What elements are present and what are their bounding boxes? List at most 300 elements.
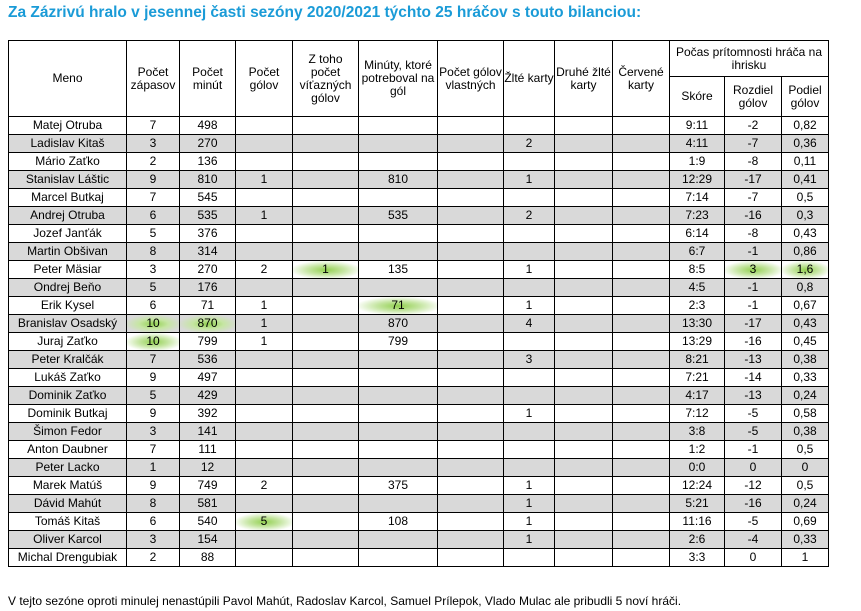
cell-score: 4:5 (670, 279, 725, 297)
cell-goal-diff: 0 (725, 549, 782, 567)
cell-goal-share: 0,24 (782, 387, 829, 405)
cell-minutes-per-goal: 810 (359, 171, 438, 189)
table-row (9, 279, 829, 297)
cell-name: Ondrej Beňo (9, 279, 127, 297)
cell-name: Dominik Butkaj (9, 405, 127, 423)
cell-minutes: 141 (180, 423, 236, 441)
cell-goal-diff: -1 (725, 243, 782, 261)
cell-minutes: 535 (180, 207, 236, 225)
cell-own-goals (438, 405, 504, 423)
cell-matches: 7 (127, 351, 180, 369)
header-goal-diff: Rozdiel gólov (725, 77, 782, 117)
cell-second-yellow (555, 315, 613, 333)
cell-name: Jozef Janťák (9, 225, 127, 243)
cell-own-goals (438, 369, 504, 387)
cell-second-yellow (555, 513, 613, 531)
cell-goal-diff: -16 (725, 495, 782, 513)
cell-red (613, 153, 670, 171)
cell-second-yellow (555, 495, 613, 513)
cell-score: 6:14 (670, 225, 725, 243)
cell-own-goals (438, 315, 504, 333)
cell-yellow (504, 387, 555, 405)
cell-name: Šimon Fedor (9, 423, 127, 441)
cell-minutes: 429 (180, 387, 236, 405)
cell-name: Marcel Butkaj (9, 189, 127, 207)
cell-goal-diff: -4 (725, 531, 782, 549)
cell-goal-diff: -8 (725, 153, 782, 171)
cell-goal-diff: -17 (725, 315, 782, 333)
cell-goals (236, 369, 293, 387)
cell-second-yellow (555, 351, 613, 369)
table-row (9, 315, 829, 333)
table-row (9, 459, 829, 477)
cell-own-goals (438, 279, 504, 297)
cell-name: Stanislav Láštic (9, 171, 127, 189)
cell-matches: 9 (127, 405, 180, 423)
cell-matches: 8 (127, 243, 180, 261)
cell-matches: 7 (127, 441, 180, 459)
table-row (9, 117, 829, 135)
page-title: Za Zázrivú hralo v jesennej časti sezóny 2020/2021 týchto 25 hráčov s touto bilanciou: (8, 4, 642, 21)
cell-yellow (504, 441, 555, 459)
cell-goals: 2 (236, 477, 293, 495)
cell-minutes-per-goal: 108 (359, 513, 438, 531)
cell-score: 13:29 (670, 333, 725, 351)
cell-goal-share: 0,41 (782, 171, 829, 189)
cell-name: Dávid Mahút (9, 495, 127, 513)
cell-minutes: 111 (180, 441, 236, 459)
cell-name: Ladislav Kitaš (9, 135, 127, 153)
cell-minutes-per-goal (359, 243, 438, 261)
cell-goals (236, 459, 293, 477)
cell-second-yellow (555, 369, 613, 387)
cell-second-yellow (555, 387, 613, 405)
table-row (9, 513, 829, 531)
cell-matches: 8 (127, 495, 180, 513)
cell-goals (236, 387, 293, 405)
cell-yellow (504, 189, 555, 207)
cell-goal-share: 0,38 (782, 351, 829, 369)
cell-goal-share: 0,36 (782, 135, 829, 153)
cell-goals (236, 189, 293, 207)
table-row (9, 477, 829, 495)
cell-winning-goals (293, 405, 359, 423)
cell-minutes-per-goal (359, 117, 438, 135)
cell-minutes: 270 (180, 261, 236, 279)
cell-second-yellow (555, 261, 613, 279)
table-row (9, 171, 829, 189)
header-own-goals: Počet gólov vlastných (438, 41, 504, 117)
cell-goal-diff: -5 (725, 423, 782, 441)
cell-red (613, 441, 670, 459)
cell-second-yellow (555, 153, 613, 171)
cell-yellow: 2 (504, 135, 555, 153)
cell-name: Anton Daubner (9, 441, 127, 459)
cell-winning-goals (293, 315, 359, 333)
cell-goal-share: 0,33 (782, 369, 829, 387)
cell-own-goals (438, 513, 504, 531)
cell-goals: 1 (236, 333, 293, 351)
table-row (9, 351, 829, 369)
cell-second-yellow (555, 423, 613, 441)
cell-goal-diff: 0 (725, 459, 782, 477)
cell-second-yellow (555, 531, 613, 549)
cell-winning-goals (293, 531, 359, 549)
header-name: Meno (9, 41, 127, 117)
cell-minutes: 314 (180, 243, 236, 261)
cell-red (613, 333, 670, 351)
cell-score: 7:12 (670, 405, 725, 423)
cell-minutes: 870 (180, 315, 236, 333)
cell-own-goals (438, 531, 504, 549)
cell-matches: 7 (127, 117, 180, 135)
cell-goal-share: 0,5 (782, 477, 829, 495)
cell-red (613, 117, 670, 135)
cell-minutes: 810 (180, 171, 236, 189)
cell-minutes-per-goal (359, 153, 438, 171)
cell-winning-goals (293, 189, 359, 207)
table-body (9, 117, 829, 567)
cell-minutes-per-goal (359, 459, 438, 477)
cell-second-yellow (555, 117, 613, 135)
header-minutes-per-goal: Minúty, ktoré potreboval na gól (359, 41, 438, 117)
cell-red (613, 549, 670, 567)
header-score: Skóre (670, 77, 725, 117)
cell-winning-goals (293, 369, 359, 387)
cell-winning-goals (293, 495, 359, 513)
cell-red (613, 207, 670, 225)
cell-score: 2:3 (670, 297, 725, 315)
cell-winning-goals (293, 459, 359, 477)
cell-goal-diff: -13 (725, 351, 782, 369)
cell-yellow: 1 (504, 513, 555, 531)
cell-goals (236, 153, 293, 171)
cell-minutes-per-goal (359, 351, 438, 369)
cell-minutes-per-goal (359, 441, 438, 459)
cell-red (613, 315, 670, 333)
cell-name: Matej Otruba (9, 117, 127, 135)
cell-second-yellow (555, 333, 613, 351)
table-row (9, 243, 829, 261)
cell-goal-share: 0,86 (782, 243, 829, 261)
cell-second-yellow (555, 135, 613, 153)
cell-minutes: 498 (180, 117, 236, 135)
cell-red (613, 513, 670, 531)
cell-red (613, 261, 670, 279)
cell-matches: 6 (127, 513, 180, 531)
cell-score: 0:0 (670, 459, 725, 477)
cell-minutes-per-goal: 535 (359, 207, 438, 225)
cell-score: 1:9 (670, 153, 725, 171)
cell-goal-diff: -17 (725, 171, 782, 189)
cell-own-goals (438, 207, 504, 225)
cell-own-goals (438, 117, 504, 135)
cell-yellow: 4 (504, 315, 555, 333)
cell-score: 3:8 (670, 423, 725, 441)
table-row (9, 153, 829, 171)
cell-matches: 9 (127, 171, 180, 189)
cell-minutes-per-goal (359, 225, 438, 243)
cell-score: 9:11 (670, 117, 725, 135)
cell-second-yellow (555, 405, 613, 423)
cell-yellow: 1 (504, 477, 555, 495)
header-matches: Počet zápasov (127, 41, 180, 117)
cell-name: Oliver Karcol (9, 531, 127, 549)
header-goal-share: Podiel gólov (782, 77, 829, 117)
cell-minutes-per-goal (359, 279, 438, 297)
cell-second-yellow (555, 279, 613, 297)
cell-goals: 5 (236, 513, 293, 531)
cell-own-goals (438, 351, 504, 369)
cell-red (613, 369, 670, 387)
cell-goals (236, 423, 293, 441)
cell-goals (236, 405, 293, 423)
cell-goals: 1 (236, 207, 293, 225)
cell-matches: 10 (127, 333, 180, 351)
cell-winning-goals (293, 135, 359, 153)
cell-winning-goals (293, 171, 359, 189)
cell-yellow (504, 423, 555, 441)
cell-yellow (504, 279, 555, 297)
cell-red (613, 243, 670, 261)
cell-score: 4:11 (670, 135, 725, 153)
table-row (9, 441, 829, 459)
cell-matches: 5 (127, 387, 180, 405)
cell-minutes: 497 (180, 369, 236, 387)
cell-second-yellow (555, 225, 613, 243)
cell-name: Peter Kralčák (9, 351, 127, 369)
cell-goal-diff: -13 (725, 387, 782, 405)
cell-yellow: 1 (504, 261, 555, 279)
cell-goal-share: 0,3 (782, 207, 829, 225)
player-stats-table (8, 40, 829, 567)
cell-winning-goals (293, 477, 359, 495)
cell-red (613, 351, 670, 369)
cell-name: Erik Kysel (9, 297, 127, 315)
cell-minutes: 154 (180, 531, 236, 549)
cell-goal-share: 1 (782, 549, 829, 567)
cell-matches: 6 (127, 297, 180, 315)
cell-minutes: 376 (180, 225, 236, 243)
cell-goal-share: 0 (782, 459, 829, 477)
cell-name: Peter Mäsiar (9, 261, 127, 279)
cell-goal-diff: -7 (725, 189, 782, 207)
cell-goal-diff: -1 (725, 441, 782, 459)
cell-goal-diff: -14 (725, 369, 782, 387)
cell-own-goals (438, 135, 504, 153)
cell-name: Martin Obšivan (9, 243, 127, 261)
cell-second-yellow (555, 243, 613, 261)
table-row (9, 423, 829, 441)
cell-winning-goals: 1 (293, 261, 359, 279)
cell-yellow (504, 459, 555, 477)
cell-second-yellow (555, 459, 613, 477)
cell-goal-share: 0,45 (782, 333, 829, 351)
cell-winning-goals (293, 333, 359, 351)
table-row (9, 495, 829, 513)
cell-minutes: 270 (180, 135, 236, 153)
cell-matches: 3 (127, 135, 180, 153)
cell-red (613, 135, 670, 153)
cell-own-goals (438, 189, 504, 207)
cell-winning-goals (293, 243, 359, 261)
cell-goals (236, 495, 293, 513)
cell-matches: 3 (127, 423, 180, 441)
table-row (9, 387, 829, 405)
cell-winning-goals (293, 153, 359, 171)
header-presence: Počas prítomnosti hráča na ihrisku (670, 41, 829, 77)
cell-red (613, 531, 670, 549)
table-row (9, 297, 829, 315)
cell-goal-diff: -16 (725, 207, 782, 225)
cell-winning-goals (293, 117, 359, 135)
cell-matches: 5 (127, 225, 180, 243)
cell-goals: 1 (236, 297, 293, 315)
cell-goal-share: 0,5 (782, 189, 829, 207)
cell-minutes-per-goal (359, 495, 438, 513)
cell-minutes: 88 (180, 549, 236, 567)
cell-yellow: 1 (504, 495, 555, 513)
cell-goal-share: 1,6 (782, 261, 829, 279)
cell-own-goals (438, 387, 504, 405)
cell-minutes: 136 (180, 153, 236, 171)
cell-yellow: 1 (504, 171, 555, 189)
cell-minutes: 545 (180, 189, 236, 207)
cell-yellow: 2 (504, 207, 555, 225)
table-row (9, 189, 829, 207)
cell-winning-goals (293, 297, 359, 315)
cell-minutes-per-goal (359, 369, 438, 387)
cell-minutes-per-goal (359, 549, 438, 567)
cell-winning-goals (293, 225, 359, 243)
cell-minutes: 176 (180, 279, 236, 297)
cell-goal-share: 0,69 (782, 513, 829, 531)
cell-red (613, 171, 670, 189)
cell-minutes-per-goal (359, 387, 438, 405)
header-yellow-cards: Žlté karty (504, 41, 555, 117)
cell-score: 7:23 (670, 207, 725, 225)
cell-own-goals (438, 459, 504, 477)
cell-goal-share: 0,43 (782, 315, 829, 333)
cell-red (613, 477, 670, 495)
cell-second-yellow (555, 549, 613, 567)
cell-goal-share: 0,38 (782, 423, 829, 441)
cell-minutes-per-goal (359, 189, 438, 207)
header-minutes: Počet minút (180, 41, 236, 117)
cell-goals (236, 243, 293, 261)
cell-own-goals (438, 477, 504, 495)
cell-score: 6:7 (670, 243, 725, 261)
cell-minutes-per-goal: 799 (359, 333, 438, 351)
cell-name: Lukáš Zaťko (9, 369, 127, 387)
cell-red (613, 459, 670, 477)
cell-goals (236, 279, 293, 297)
cell-second-yellow (555, 441, 613, 459)
cell-name: Michal Drengubiak (9, 549, 127, 567)
cell-goals: 1 (236, 315, 293, 333)
cell-minutes-per-goal: 71 (359, 297, 438, 315)
cell-own-goals (438, 549, 504, 567)
cell-goal-diff: -5 (725, 405, 782, 423)
table-row (9, 333, 829, 351)
table-row (9, 225, 829, 243)
cell-matches: 6 (127, 207, 180, 225)
cell-winning-goals (293, 441, 359, 459)
cell-minutes: 540 (180, 513, 236, 531)
cell-yellow: 1 (504, 531, 555, 549)
cell-own-goals (438, 297, 504, 315)
cell-second-yellow (555, 171, 613, 189)
cell-goal-share: 0,43 (782, 225, 829, 243)
cell-minutes: 749 (180, 477, 236, 495)
cell-own-goals (438, 495, 504, 513)
cell-score: 8:21 (670, 351, 725, 369)
cell-name: Andrej Otruba (9, 207, 127, 225)
cell-name: Dominik Zaťko (9, 387, 127, 405)
cell-name: Marek Matúš (9, 477, 127, 495)
cell-winning-goals (293, 351, 359, 369)
cell-goal-share: 0,5 (782, 441, 829, 459)
cell-goals (236, 225, 293, 243)
cell-goals (236, 135, 293, 153)
cell-minutes: 71 (180, 297, 236, 315)
cell-score: 7:14 (670, 189, 725, 207)
cell-matches: 9 (127, 477, 180, 495)
cell-score: 5:21 (670, 495, 725, 513)
cell-second-yellow (555, 297, 613, 315)
cell-winning-goals (293, 387, 359, 405)
cell-goal-diff: -8 (725, 225, 782, 243)
cell-name: Mário Zaťko (9, 153, 127, 171)
cell-score: 4:17 (670, 387, 725, 405)
cell-own-goals (438, 171, 504, 189)
cell-minutes: 581 (180, 495, 236, 513)
cell-goal-share: 0,58 (782, 405, 829, 423)
cell-name: Tomáš Kitaš (9, 513, 127, 531)
cell-score: 12:24 (670, 477, 725, 495)
cell-matches: 3 (127, 531, 180, 549)
footnote: V tejto sezóne oproti minulej nenastúpili Pavol Mahút, Radoslav Karcol, Samuel Prílepok, Vlado Mulac ale pribudli 5 noví hráči. (8, 594, 682, 608)
cell-yellow: 1 (504, 297, 555, 315)
cell-winning-goals (293, 549, 359, 567)
header-red-cards: Červené karty (613, 41, 670, 117)
table-row (9, 405, 829, 423)
cell-minutes-per-goal: 135 (359, 261, 438, 279)
cell-red (613, 279, 670, 297)
cell-score: 13:30 (670, 315, 725, 333)
cell-own-goals (438, 261, 504, 279)
cell-goal-diff: -1 (725, 297, 782, 315)
cell-goal-share: 0,11 (782, 153, 829, 171)
cell-yellow (504, 117, 555, 135)
cell-red (613, 405, 670, 423)
cell-minutes: 536 (180, 351, 236, 369)
cell-yellow (504, 243, 555, 261)
cell-goals: 2 (236, 261, 293, 279)
cell-matches: 2 (127, 153, 180, 171)
cell-second-yellow (555, 207, 613, 225)
header-goals: Počet gólov (236, 41, 293, 117)
cell-minutes: 12 (180, 459, 236, 477)
cell-yellow (504, 153, 555, 171)
cell-minutes-per-goal (359, 405, 438, 423)
cell-goals (236, 117, 293, 135)
table-row (9, 369, 829, 387)
cell-winning-goals (293, 513, 359, 531)
cell-yellow (504, 549, 555, 567)
cell-yellow (504, 369, 555, 387)
cell-matches: 9 (127, 369, 180, 387)
